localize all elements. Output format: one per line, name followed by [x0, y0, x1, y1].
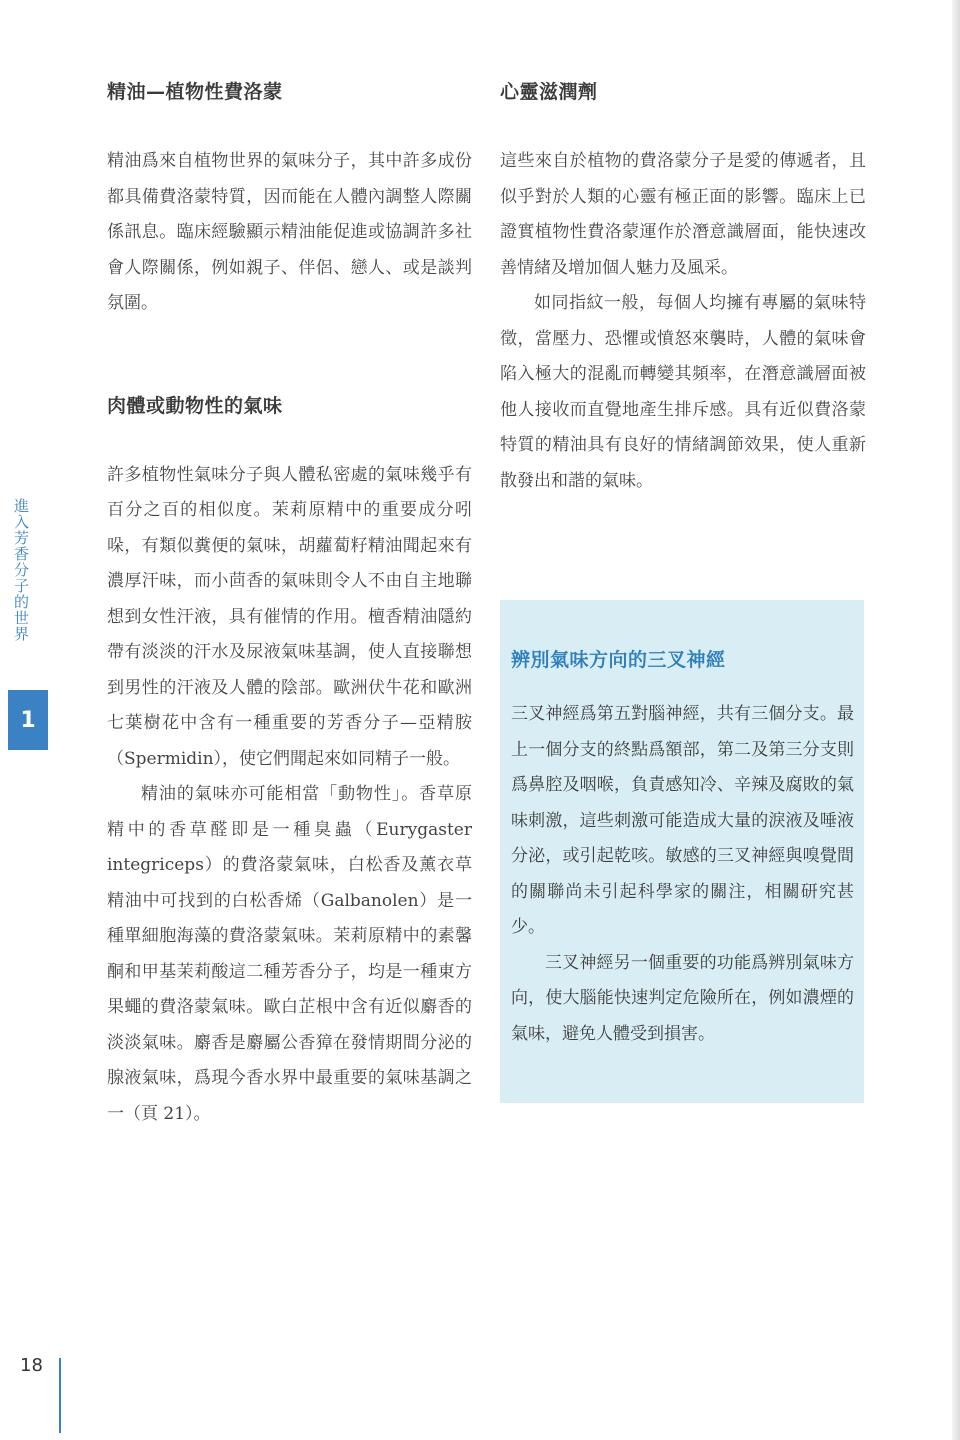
section-heading-mind-nourisher: 心靈滋潤劑	[500, 81, 598, 103]
paragraph: 三叉神經另一個重要的功能爲辨別氣味方向，使大腦能快速判定危險所在，例如濃煙的氣味，避免人體受到損害。	[511, 952, 854, 1044]
chapter-number: 1	[20, 707, 36, 733]
note-body	[511, 697, 854, 1052]
paragraph: 精油的氣味亦可能相當「動物性」。香草原精中的香草醛即是一種臭蟲（Eurygaster integriceps）的費洛蒙氣味，白松香及薰衣草精油中可找到的白松香烯（Galbanolen）是一種單細胞海藻的費洛蒙氣味。茉莉原精中的素馨酮和甲基茉莉酸這二種芳香分子，均是一種東方果蠅的費洛蒙氣味。歐白芷根中含有近似麝香的淡淡氣味。麝香是麝屬公香獐在發情期間分泌的腺液氣味，爲現今香水界中最重要的氣味基調之一（頁 21）。	[107, 784, 472, 1124]
paragraph: 這些來自於植物的費洛蒙分子是愛的傳遞者，且似乎對於人類的心靈有極正面的影響。臨床上已證實植物性費洛蒙運作於潛意識層面，能快速改善情緒及增加個人魅力及風采。	[500, 151, 866, 278]
section-heading-animal-scent: 肉體或動物性的氣味	[107, 394, 283, 417]
note-heading: 辨別氣味方向的三叉神經	[511, 649, 726, 671]
right-column	[500, 78, 866, 499]
paragraph: 三叉神經爲第五對腦神經，共有三個分支。最上一個分支的終點爲額部，第二及第三分支則爲鼻腔及咽喉，負責感知冷、辛辣及腐敗的氣味刺激，這些刺激可能造成大量的淚液及唾液分泌，或引起乾咳。敏感的三叉神經與嗅覺間的關聯尚未引起科學家的關注，相關研究甚少。	[511, 704, 854, 937]
left-column	[107, 78, 472, 1132]
page-number-rule	[59, 1358, 61, 1433]
chapter-title: 進入芳香分子的世界	[12, 498, 30, 642]
page-number: 18	[20, 1355, 43, 1376]
section-heading-essential-oils: 精油—植物性費洛蒙	[107, 81, 283, 103]
paragraph: 精油爲來自植物世界的氣味分子，其中許多成份都具備費洛蒙特質，因而能在人體內調整人際關係訊息。臨床經驗顯示精油能促進或協調許多社會人際關係，例如親子、伴侶、戀人、或是談判氛圍。	[107, 151, 472, 313]
paragraph: 許多植物性氣味分子與人體私密處的氣味幾乎有百分之百的相似度。茉莉原精中的重要成分吲哚，有類似糞便的氣味，胡蘿蔔籽精油聞起來有濃厚汗味，而小茴香的氣味則令人不由自主地聯想到女性汗液，具有催情的作用。檀香精油隱約帶有淡淡的汗水及尿液氣味基調，使人直接聯想到男性的汗液及人體的陰部。歐洲伏牛花和歐洲七葉樹花中含有一種重要的芳香分子—亞精胺（Spermidin），使它們聞起來如同精子一般。	[107, 464, 472, 769]
paragraph: 如同指紋一般，每個人均擁有專屬的氣味特徵，當壓力、恐懼或憤怒來襲時，人體的氣味會陷入極大的混亂而轉變其頻率，在潛意識層面被他人接收而直覺地產生排斥感。具有近似費洛蒙特質的精油具有良好的情緒調節效果，使人重新散發出和諧的氣味。	[500, 293, 866, 491]
page-edge-shadow	[952, 0, 960, 1440]
sidebar-note-box	[500, 600, 864, 1103]
chapter-tab	[8, 690, 48, 750]
